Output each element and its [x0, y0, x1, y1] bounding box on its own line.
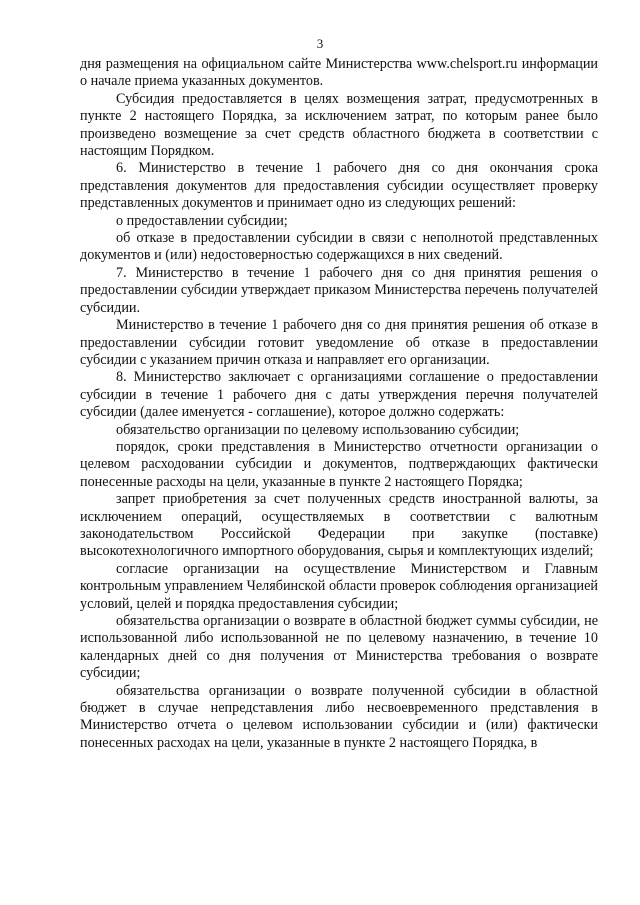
- paragraph-inspection-consent: согласие организации на осуществление Министерством и Главным контрольным управлением Челябинской области проверок соблюдения организацией условий, целей и порядка предоставления субсидии;: [80, 560, 598, 612]
- paragraph-item-6: 6. Министерство в течение 1 рабочего дня со дня окончания срока представления документов для предоставления субсидии осуществляет проверку представленных документов и принимает одно из следующих решений:: [80, 160, 598, 212]
- page-number: 3: [316, 36, 324, 51]
- paragraph-decision-refusal: об отказе в предоставлении субсидии в связи с неполнотой представленных документов и (или) недостоверностью содержащихся в них сведений.: [80, 230, 598, 264]
- paragraph-reporting-procedure: порядок, сроки представления в Министерство отчетности организации о целевом расходовании субсидии и документов, подтверждающих фактически понесенные расходы на цели, указанные в пункте 2 настоящего Порядка;: [80, 438, 598, 490]
- paragraph-currency-ban: запрет приобретения за счет полученных средств иностранной валюты, за исключением операций, осуществляемых в соответствии с валютным законодательством Российской Федерации при закупке (поставке) высокотехнологичного импортного оборудования, сырья и комплектующих изделий;: [80, 491, 598, 560]
- document-body: [80, 56, 598, 752]
- paragraph-refund-obligation: обязательства организации о возврате в областной бюджет суммы субсидии, не использованной либо использованной не по целевому назначению, в течение 10 календарных дней со дня получения от Министерства требования о возврате субсидии;: [80, 613, 598, 682]
- paragraph-refund-nonreporting: обязательства организации о возврате полученной субсидии в областной бюджет в случае непредставления либо несвоевременного представления в Министерство отчета о целевом использовании субсидии и (или) фактически понесенных расходах на цели, указанные в пункте 2 настоящего Порядка, в: [80, 682, 598, 751]
- paragraph-obligation-target-use: обязательство организации по целевому использованию субсидии;: [116, 421, 520, 438]
- paragraph-item-7: 7. Министерство в течение 1 рабочего дня со дня принятия решения о предоставлении субсидии утверждает приказом Министерства перечень получателей субсидии.: [80, 264, 598, 316]
- paragraph-refusal-notice: Министерство в течение 1 рабочего дня со дня принятия решения об отказе в предоставлении субсидии готовит уведомление об отказе в предоставлении субсидии с указанием причин отказа и направляет его организации.: [80, 317, 598, 368]
- paragraph-decision-grant: о предоставлении субсидии;: [116, 212, 288, 229]
- paragraph-continuation: дня размещения на официальном сайте Министерства www.chelsport.ru информации о начале приема указанных документов.: [80, 56, 598, 90]
- paragraph-subsidy-purpose: Субсидия предоставляется в целях возмещения затрат, предусмотренных в пункте 2 настоящего Порядка, за исключением затрат, по которым ранее было произведено возмещение за счет средств областного бюджета в соответствии с настоящим Порядком.: [80, 90, 598, 160]
- paragraph-item-8: 8. Министерство заключает с организациями соглашение о предоставлении субсидии в течение 1 рабочего дня с даты утверждения перечня получателей субсидии (далее именуется - соглашение), которое должно содержать:: [80, 369, 598, 421]
